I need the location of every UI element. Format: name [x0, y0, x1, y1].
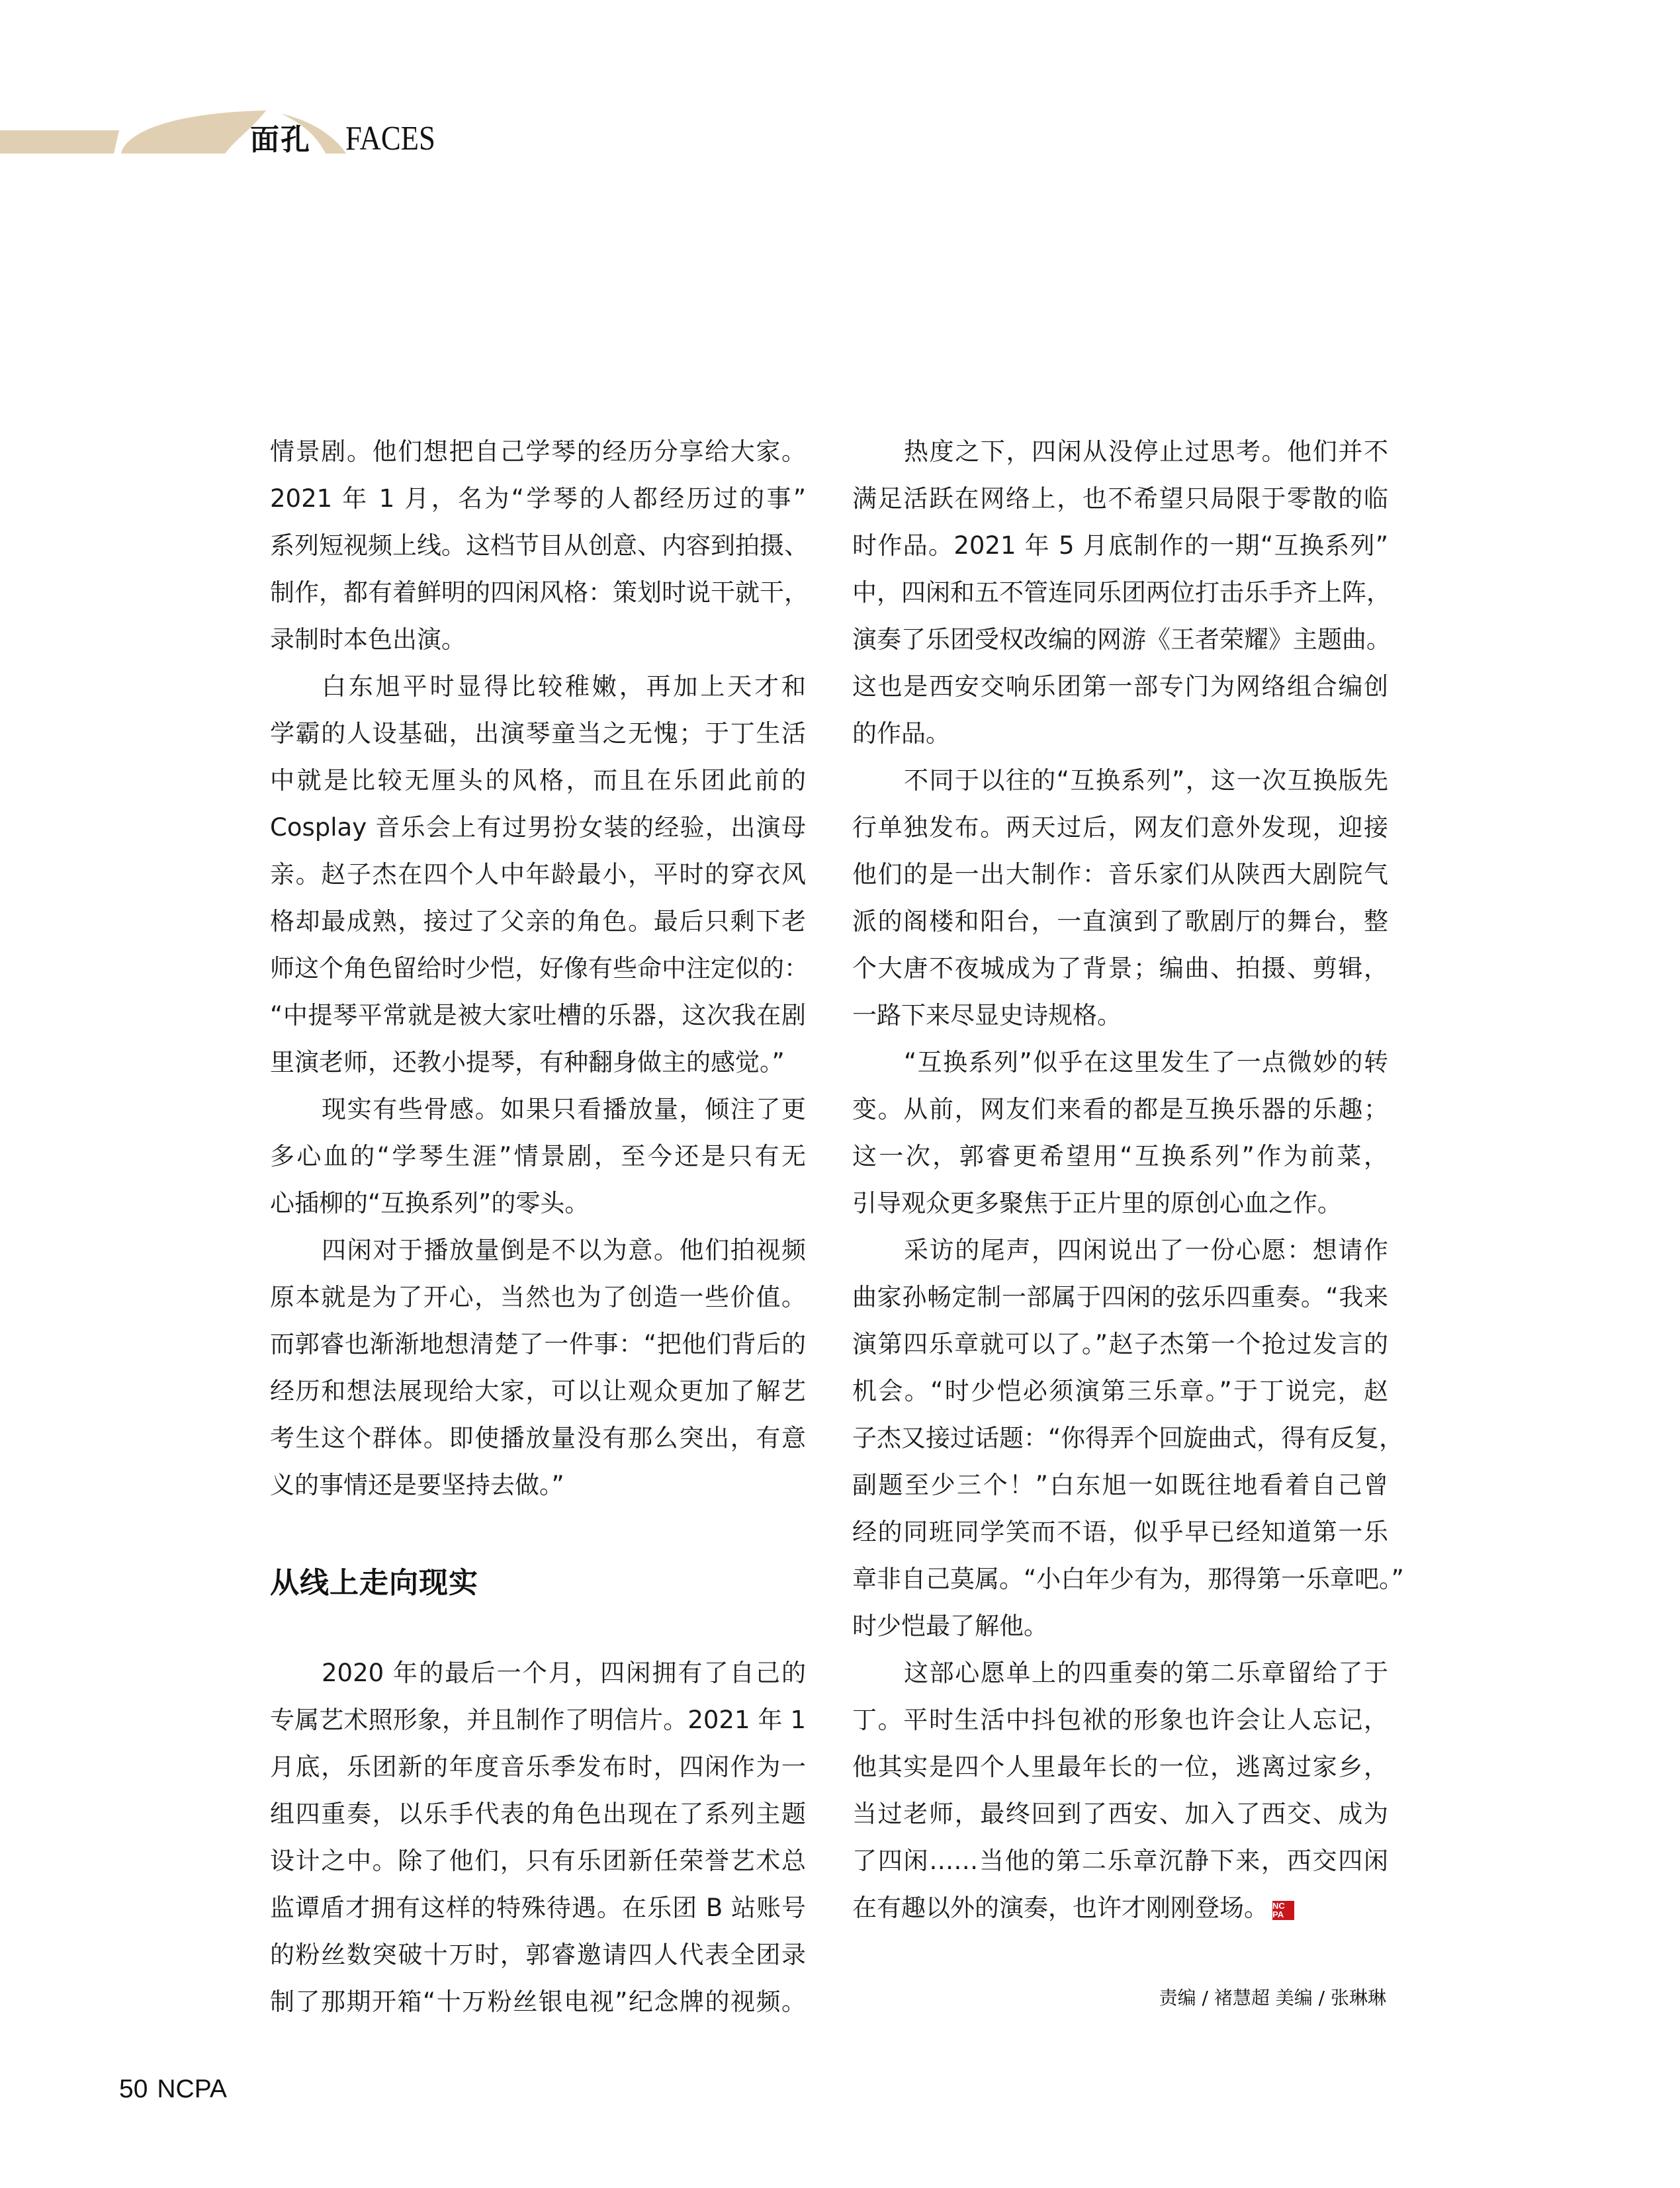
text-line — [270, 1708, 806, 1755]
text-line-content: 了四闲……当他的第二乐章沉静下来，西交四闲 — [852, 1847, 1388, 1875]
text-line — [852, 1614, 1388, 1661]
stamp-line-2: PA — [1272, 1909, 1284, 1919]
text-line — [852, 1285, 1388, 1332]
text-line — [852, 1896, 1388, 1943]
text-line-content: 不同于以往的“互换系列”，这一次互换版先 — [904, 766, 1388, 795]
text-line — [270, 578, 809, 627]
text-line — [852, 1238, 1388, 1285]
text-line-content: 考生这个群体。即使播放量没有那么突出，有意 — [270, 1424, 806, 1452]
text-line — [270, 1473, 806, 1520]
text-line — [852, 625, 1391, 674]
text-line-content: 制了那期开箱“十万粉丝银电视”纪念牌的视频。 — [270, 1988, 806, 2016]
text-line — [852, 1708, 1388, 1755]
text-line-content: 个大唐不夜城成为了背景；编曲、拍摄、剪辑， — [852, 954, 1388, 983]
text-line-content: 热度之下，四闲从没停止过思考。他们并不 — [904, 437, 1388, 466]
header-arc-decoration — [0, 106, 371, 159]
text-line — [852, 1802, 1388, 1849]
text-line — [852, 721, 1388, 768]
text-line — [270, 1426, 806, 1473]
text-line — [852, 1191, 1388, 1238]
text-line-content: 中，四闲和五不管连同乐团两位打击乐手齐上阵， — [852, 578, 1391, 607]
text-line-content: 学霸的人设基础，出演琴童当之无愧；于丁生活 — [270, 719, 806, 748]
text-line-content: 一路下来尽显史诗规格。 — [852, 1001, 1122, 1029]
text-line — [852, 1661, 1388, 1708]
left-column-top — [270, 437, 809, 1520]
text-line — [270, 439, 806, 486]
text-line — [852, 862, 1388, 909]
text-line-content: 机会。“时少恺必须演第三乐章。”于丁说完，赵 — [852, 1377, 1388, 1405]
text-line — [270, 1896, 806, 1943]
text-line-content: 专属艺术照形象，并且制作了明信片。2021 年 1 — [270, 1706, 806, 1734]
text-line — [852, 1520, 1388, 1567]
text-line — [270, 1144, 806, 1191]
text-line — [270, 1003, 806, 1050]
text-line — [852, 1332, 1388, 1379]
text-line-content: 白东旭平时显得比较稚嫩，再加上天才和 — [322, 672, 806, 701]
text-line-content: 中就是比较无厘头的风格，而且在乐团此前的 — [270, 766, 806, 795]
text-line-content: 亲。赵子杰在四个人中年龄最小，平时的穿衣风 — [270, 860, 806, 889]
text-line-content: 师这个角色留给时少恺，好像有些命中注定似的： — [270, 954, 809, 983]
page-number: 50 — [119, 2075, 148, 2103]
left-column-bottom — [270, 1661, 806, 2036]
section-heading: 从线上走向现实 — [270, 1566, 478, 1600]
text-line — [270, 768, 806, 815]
right-column — [852, 437, 1404, 1943]
text-line — [270, 627, 806, 674]
text-line-content: 义的事情还是要坚持去做。” — [270, 1471, 564, 1499]
text-line-content: 变。从前，网友们来看的都是互换乐器的乐趣； — [852, 1095, 1388, 1123]
text-line — [852, 1565, 1404, 1614]
text-line — [852, 439, 1388, 486]
text-line-content: 里演老师，还教小提琴，有种翻身做主的感觉。” — [270, 1048, 785, 1076]
text-line-content: 演第四乐章就可以了。”赵子杰第一个抢过发言的 — [852, 1330, 1388, 1358]
text-line-content: 格却最成熟，接过了父亲的角色。最后只剩下老 — [270, 907, 806, 936]
text-line-content: 心插柳的“互换系列”的零头。 — [270, 1189, 590, 1217]
text-line-content: 的粉丝数突破十万时，郭睿邀请四人代表全团录 — [270, 1941, 806, 1969]
text-line — [852, 674, 1388, 721]
text-line — [270, 1191, 806, 1238]
text-line-content: 时少恺最了解他。 — [852, 1612, 1048, 1640]
text-line — [852, 1050, 1388, 1097]
text-line-content: 经的同班同学笑而不语，似乎早已经知道第一乐 — [852, 1518, 1388, 1546]
text-line-content: 2021 年 1 月，名为“学琴的人都经历过的事” — [270, 484, 806, 513]
text-line — [270, 1097, 806, 1144]
text-line — [270, 1990, 806, 2036]
text-line-content: 而郭睿也渐渐地想清楚了一件事：“把他们背后的 — [270, 1330, 806, 1358]
text-line-content: 组四重奏，以乐手代表的角色出现在了系列主题 — [270, 1800, 806, 1828]
text-line — [270, 1943, 806, 1990]
text-line — [270, 721, 806, 768]
text-line — [270, 1755, 806, 1802]
text-line — [270, 862, 806, 909]
section-label-en: FACES — [345, 120, 435, 157]
text-line-content: 子杰又接过话题：“你得弄个回旋曲式，得有反复， — [852, 1424, 1404, 1452]
text-line-content: “中提琴平常就是被大家吐槽的乐器，这次我在剧 — [270, 1001, 806, 1029]
text-line-content: 在有趣以外的演奏，也许才刚刚登场。 — [852, 1894, 1268, 1922]
text-line-content: 制作，都有着鲜明的四闲风格：策划时说干就干， — [270, 578, 809, 607]
text-line-content: 当过老师，最终回到了西安、加入了西交、成为 — [852, 1800, 1388, 1828]
text-line-content: 经历和想法展现给大家，可以让观众更加了解艺 — [270, 1377, 806, 1405]
text-line-content: 设计之中。除了他们，只有乐团新任荣誉艺术总 — [270, 1847, 806, 1875]
text-line-content: “互换系列”似乎在这里发生了一点微妙的转 — [904, 1048, 1388, 1076]
text-line-content: 他其实是四个人里最年长的一位，逃离过家乡， — [852, 1753, 1388, 1781]
text-line — [852, 909, 1388, 956]
editor-credits: 责编 / 褚慧超 美编 / 张琳琳 — [1159, 1987, 1386, 2009]
text-line — [852, 1097, 1388, 1144]
text-line — [852, 533, 1388, 580]
text-line — [270, 1332, 806, 1379]
section-label-cn: 面孔 — [250, 123, 311, 157]
text-line — [270, 531, 809, 580]
text-line-content: 四闲对于播放量倒是不以为意。他们拍视频 — [322, 1236, 806, 1264]
text-line-content: 这一次，郭睿更希望用“互换系列”作为前菜， — [852, 1142, 1388, 1170]
text-line — [270, 815, 806, 862]
text-line — [852, 815, 1388, 862]
text-line-content: 丁。平时生活中抖包袱的形象也许会让人忘记， — [852, 1706, 1388, 1734]
text-line — [852, 578, 1391, 627]
text-line-content: 这也是西安交响乐团第一部专门为网络组合编创 — [852, 672, 1388, 701]
publication-name: NCPA — [157, 2075, 227, 2103]
stamp-line-1: NC — [1272, 1901, 1285, 1911]
text-line-content: 派的阁楼和阳台，一直演到了歌剧厅的舞台，整 — [852, 907, 1388, 936]
text-line-content: 演奏了乐团受权改编的网游《王者荣耀》主题曲。 — [852, 625, 1391, 654]
text-line-content: 系列短视频上线。这档节目从创意、内容到拍摄、 — [270, 531, 809, 560]
text-line — [270, 1661, 806, 1708]
text-line — [270, 1802, 806, 1849]
text-line — [852, 1424, 1404, 1473]
text-line — [270, 1050, 806, 1097]
text-line — [852, 1003, 1388, 1050]
text-line-content: 的作品。 — [852, 719, 950, 748]
text-line — [270, 1849, 806, 1896]
page-folio — [119, 2074, 227, 2105]
text-line-content: 行单独发布。两天过后，网友们意外发现，迎接 — [852, 813, 1388, 842]
text-line-content: 情景剧。他们想把自己学琴的经历分享给大家。 — [270, 437, 806, 466]
text-line — [270, 1379, 806, 1426]
ncpa-end-stamp-icon — [1272, 1901, 1294, 1920]
text-line — [270, 486, 806, 533]
text-line — [852, 1755, 1388, 1802]
text-line-content: 章非自己莫属。“小白年少有为，那得第一乐章吧。” — [852, 1565, 1404, 1593]
text-line-content: 多心血的“学琴生涯”情景剧，至今还是只有无 — [270, 1142, 806, 1170]
header-band — [0, 130, 119, 153]
text-line — [852, 1144, 1388, 1191]
text-line-content: 原本就是为了开心，当然也为了创造一些价值。 — [270, 1283, 806, 1311]
text-line-content: 时作品。2021 年 5 月底制作的一期“互换系列” — [852, 531, 1388, 560]
text-line — [852, 956, 1388, 1003]
text-line — [270, 1238, 806, 1285]
text-line-content: 副题至少三个！”白东旭一如既往地看着自己曾 — [852, 1471, 1388, 1499]
text-line-content: 监谭盾才拥有这样的特殊待遇。在乐团 B 站账号 — [270, 1894, 806, 1922]
text-line-content: 录制时本色出演。 — [270, 625, 466, 654]
text-line-content: 他们的是一出大制作：音乐家们从陕西大剧院气 — [852, 860, 1388, 889]
text-line-content: 曲家孙畅定制一部属于四闲的弦乐四重奏。“我来 — [852, 1283, 1388, 1311]
text-line — [270, 954, 809, 1003]
text-line-content: 2020 年的最后一个月，四闲拥有了自己的 — [322, 1659, 806, 1687]
text-line-content: 采访的尾声，四闲说出了一份心愿：想请作 — [904, 1236, 1388, 1264]
text-line-content: 满足活跃在网络上，也不希望只局限于零散的临 — [852, 484, 1388, 513]
text-line-content: 月底，乐团新的年度音乐季发布时，四闲作为一 — [270, 1753, 806, 1781]
text-line — [270, 1285, 806, 1332]
text-line-content: 现实有些骨感。如果只看播放量，倾注了更 — [322, 1095, 806, 1123]
text-line — [852, 1379, 1388, 1426]
text-line-content: 这部心愿单上的四重奏的第二乐章留给了于 — [904, 1659, 1388, 1687]
text-line — [270, 674, 806, 721]
text-line-content: Cosplay 音乐会上有过男扮女装的经验，出演母 — [270, 813, 806, 842]
text-line — [852, 486, 1388, 533]
text-line — [852, 768, 1388, 815]
text-line — [852, 1849, 1388, 1896]
header-dome — [121, 110, 266, 153]
text-line — [852, 1473, 1388, 1520]
text-line — [270, 909, 806, 956]
text-line-content: 引导观众更多聚焦于正片里的原创心血之作。 — [852, 1189, 1342, 1217]
